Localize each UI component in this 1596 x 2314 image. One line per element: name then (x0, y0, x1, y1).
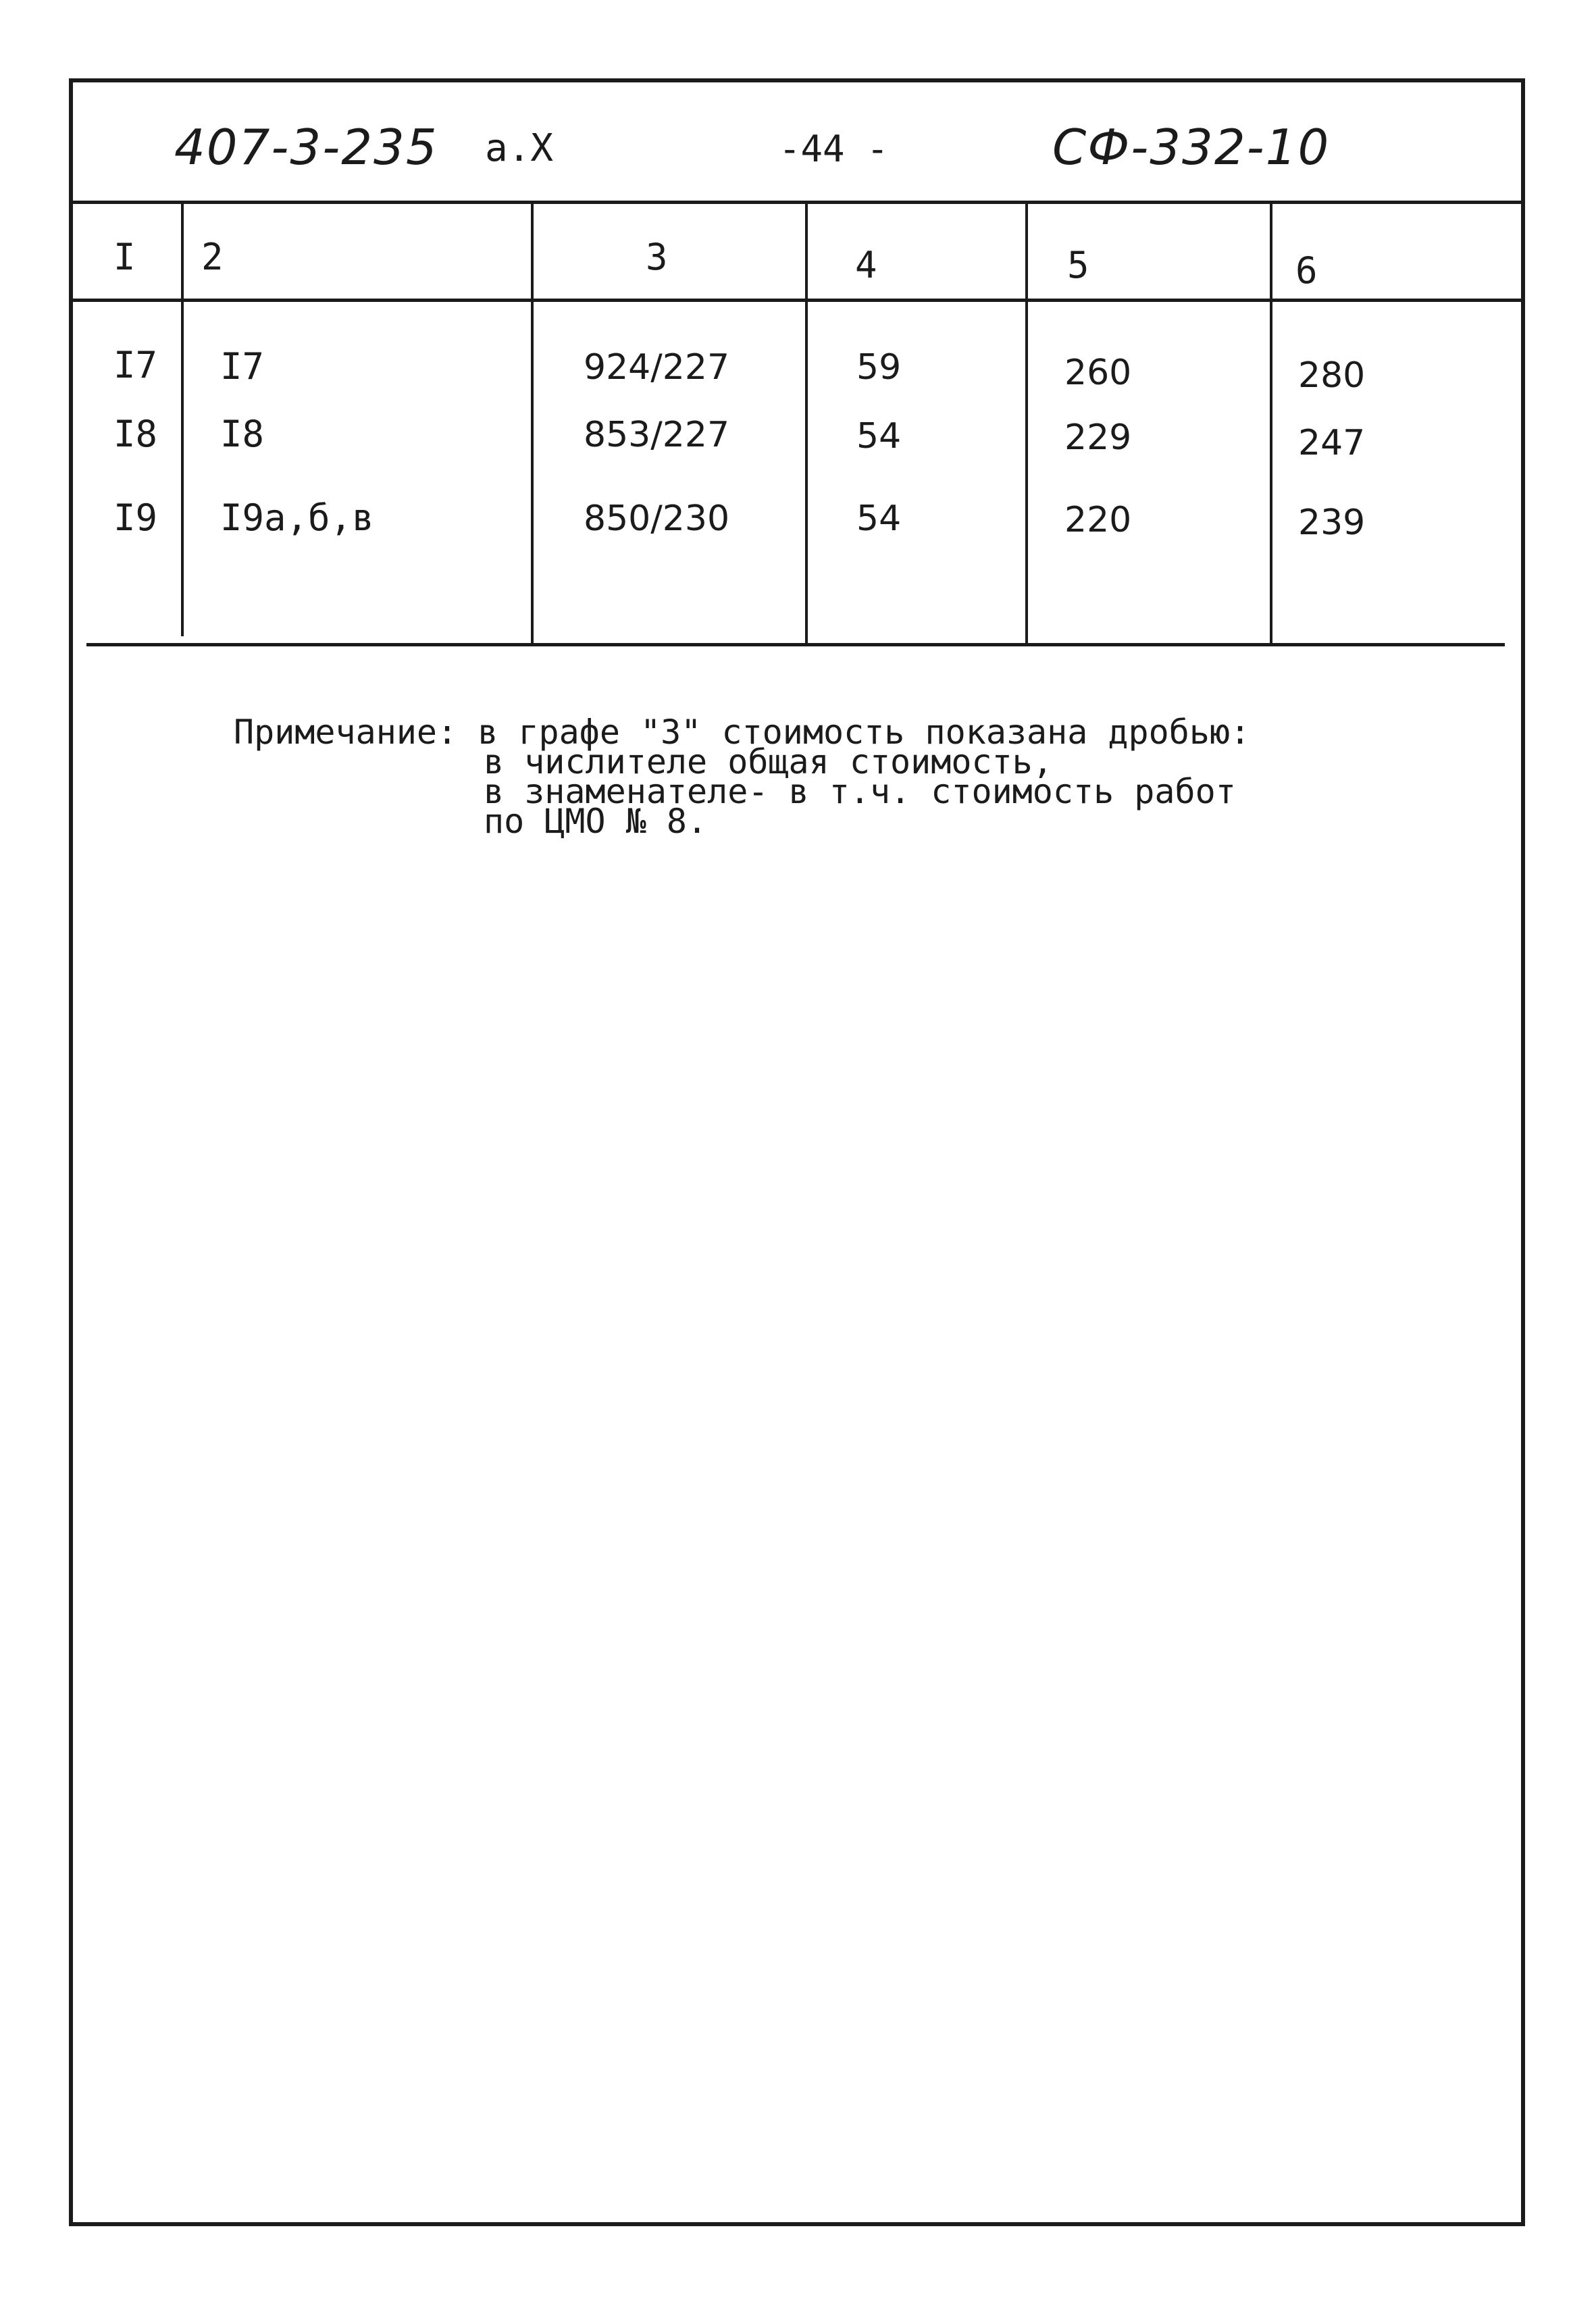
column-divider (1025, 204, 1028, 643)
note-label: Примечание: (234, 713, 458, 752)
table-cell: 54 (856, 498, 902, 539)
table-cell: 229 (1064, 417, 1132, 458)
table-cell: 59 (856, 347, 902, 388)
album-label: а.Х (485, 126, 554, 170)
table-cell: 850/230 (584, 498, 730, 539)
table-cell: I8 (220, 413, 265, 455)
column-header: I (113, 236, 136, 278)
table-cell: 853/227 (584, 415, 730, 455)
table-bottom-divider (86, 643, 1505, 646)
note-line: по ЦМО № 8. (484, 802, 708, 841)
note-line: в графе "3" стоимость показана дробью: (478, 713, 1251, 752)
document-code: 407-3-235 (174, 119, 438, 176)
table-cell: I9 (113, 496, 158, 539)
page-number: -44 - (779, 128, 889, 170)
note-block (234, 713, 1251, 841)
column-header: 5 (1067, 244, 1089, 286)
series-code: СФ-332-10 (1052, 119, 1331, 176)
column-divider (805, 204, 808, 643)
column-header: 3 (646, 236, 668, 278)
table-cell: 260 (1064, 353, 1132, 393)
column-divider (181, 204, 184, 636)
column-divider (1270, 204, 1272, 643)
table-cell: I7 (113, 344, 158, 386)
column-header: 4 (855, 244, 877, 286)
table-cell: 280 (1298, 355, 1366, 396)
table-cell: 924/227 (584, 347, 730, 388)
page-frame (69, 78, 1525, 2226)
column-header-divider (73, 299, 1521, 302)
table-cell: I7 (220, 345, 265, 388)
table-cell: 220 (1064, 500, 1132, 540)
column-header: 2 (201, 236, 224, 278)
column-header: 6 (1295, 249, 1318, 292)
note-line: в числителе общая стоимость, (484, 742, 1053, 781)
table-cell: 239 (1298, 503, 1366, 543)
note-line: в знаменателе- в т.ч. стоимость работ (484, 772, 1236, 811)
table-cell: I8 (113, 413, 158, 455)
table-cell: I9а,б,в (220, 496, 374, 539)
column-divider (531, 204, 534, 643)
header-divider (73, 201, 1521, 204)
table-cell: 54 (856, 416, 902, 457)
table-cell: 247 (1298, 423, 1366, 463)
